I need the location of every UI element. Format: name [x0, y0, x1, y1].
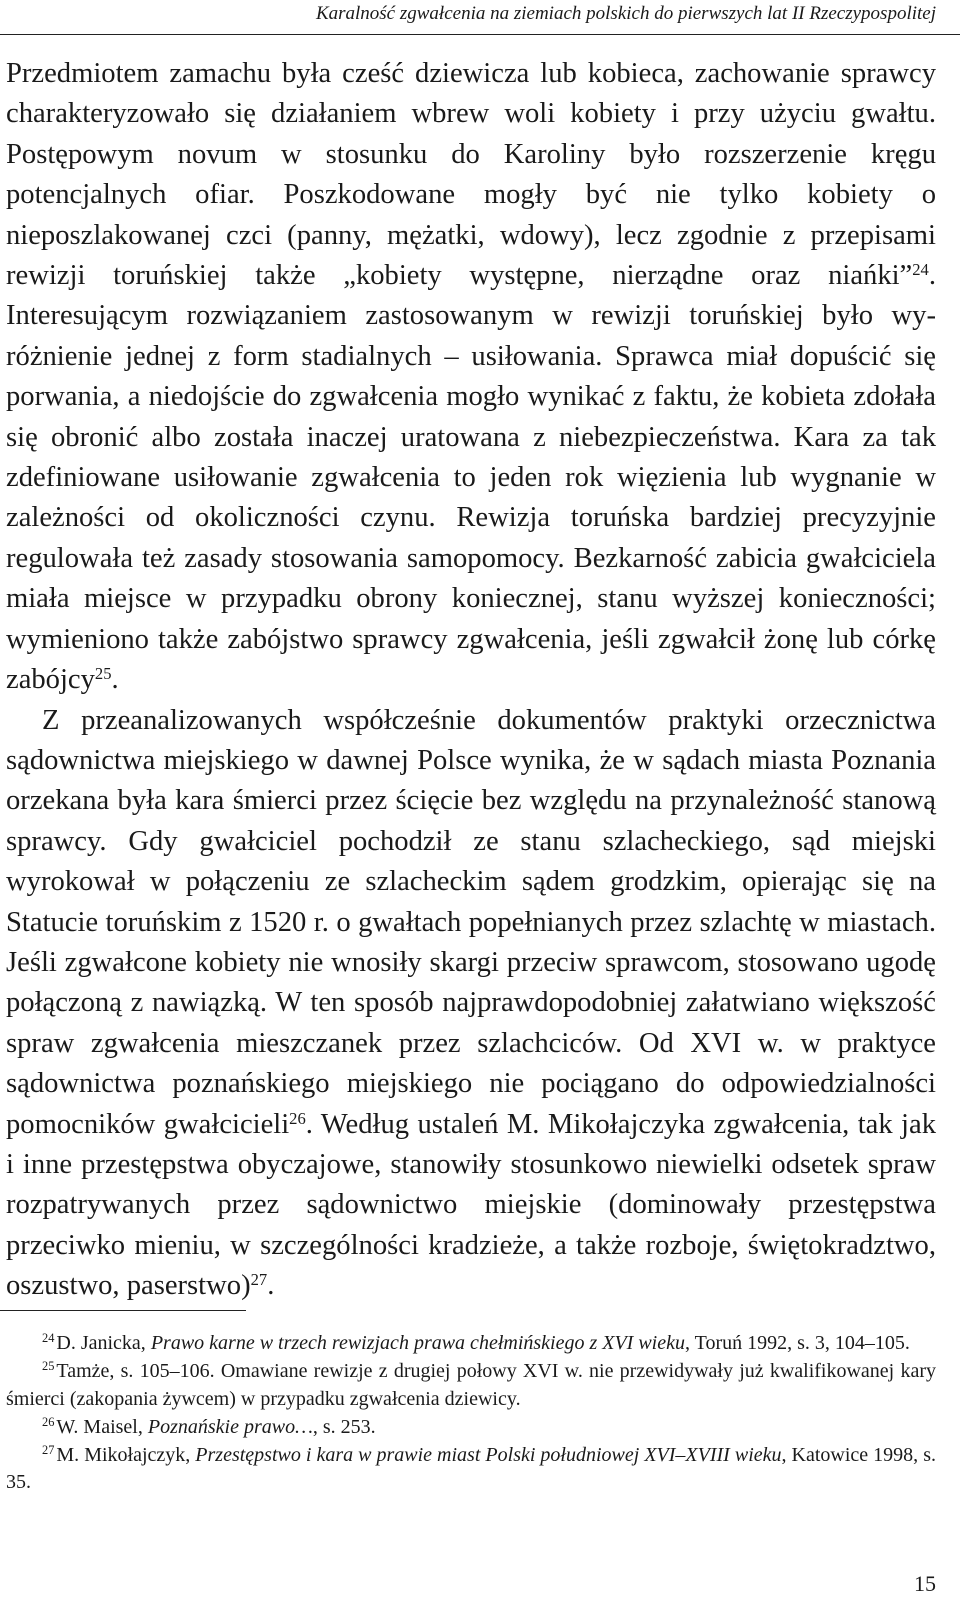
footnotes: [6, 1330, 936, 1497]
footnote-title: Przestępstwo i kara w prawie miast Polski południowej XVI–XVIII wieku: [195, 1443, 782, 1466]
footnote-title: Prawo karne w trzech rewizjach prawa chełmińskiego z XVI wieku: [150, 1332, 685, 1354]
paragraph-2: [6, 701, 936, 1307]
paragraph-2-text-b: . Według ustaleń M. Mikołajczyka zgwałcenia, tak jak i inne przestępstwa obyczajowe, stanowiły stosunkowo niewielki odsetek spraw rozpatrywanych przez sądownictwo miejskie (dominowały przestępstwa przeciwko mieniu, w szczególności kradzieże, a także rozboje, świętokradztwo, oszustwo, paserstwo): [6, 1108, 936, 1302]
running-header: Karalność zgwałcenia na ziemiach polskich do pierwszych lat II Rzeczypospolitej: [315, 3, 936, 24]
paragraph-1-text-a: Przedmiotem zamachu była cześć dziewicza lub kobieca, zachowanie sprawcy charakteryzowało się działaniem wbrew woli kobiety i przy użyciu gwałtu. Postępowym novum w stosunku do Karoliny było rozszerzenie kręgu potencjalnych ofiar. Poszkodowane mogły być nie tylko kobiety o nieposzlakowanej czci (panny, mężatki, wdowy), lecz zgodnie z przepisami rewizji toruńskiej także „kobiety występne, nierządne oraz niańki”: [6, 58, 936, 292]
footnote-text: , Katowice 1998, s. 35.: [6, 1443, 936, 1493]
paragraph-2-text-c: .: [267, 1270, 275, 1302]
body-text: [6, 54, 936, 1307]
footnote-number: 25: [42, 1359, 55, 1374]
footnote-number: 27: [42, 1442, 55, 1457]
paragraph-1-text-c: .: [111, 664, 119, 696]
footnote-rule: [0, 1310, 246, 1311]
footnote-text: , Toruń 1992, s. 3, 104–105.: [685, 1332, 910, 1354]
footnote-ref-26[interactable]: 26: [289, 1108, 306, 1128]
paragraph-1-text-b: . Interesującym rozwiązaniem zastosowanym w rewizji toruńskiej było wyróżnienie jednej z form stadialnych – usiłowania. Sprawca miał dopuścić się porwania, a niedojście do zgwałcenia mogło wynikać z faktu, że kobieta zdołała się obronić albo została inaczej uratowana z niebezpieczeństwa. Kara za tak zdefiniowane usiłowanie zgwałcenia to jeden rok więzienia lub wygnanie w zależności od okoliczności czynu. Rewizja toruńska bardziej precyzyjnie regulowała też zasady stosowania samopomocy. Bezkarność zabicia gwałciciela miała miejsce w przypadku obrony koniecznej, stanu wyższej konieczności; wymieniono także zabójstwo sprawcy zgwałcenia, jeśli zgwałcił żonę lub córkę zabójcy: [6, 260, 936, 696]
footnote-text: M. Mikołajczyk,: [56, 1443, 196, 1466]
paragraph-1: [6, 54, 936, 701]
footnote-number: 24: [42, 1331, 55, 1346]
footnote-24: [6, 1330, 936, 1358]
footnote-title: Poznańskie prawo…: [147, 1415, 313, 1438]
footnote-text: , s. 253.: [312, 1415, 376, 1438]
paragraph-2-text-a: Z przeanalizowanych współcześnie dokumentów praktyki orzecznictwa sądownictwa miejskiego w dawnej Polsce wynika, że w sądach miasta Poznania orzekana była kara śmierci przez ścięcie bez względu na przynależność stanową sprawcy. Gdy gwałciciel pochodził ze stanu szlacheckiego, sąd miejski wyrokował w połączeniu ze szlacheckim sądem grodzkim, opierając się na Statucie toruńskim z 1520 r. o gwałtach popełnianych przez szlachtę w miastach. Jeśli zgwałcone kobiety nie wnosiły skargi przeciw sprawcom, stosowano ugodę połączoną z nawiązką. W ten sposób najprawdopodobniej załatwiano większość spraw zgwałcenia mieszczanek przez szlachciców. Od XVI w. w praktyce sądownictwa poznańskiego miejskiego nie pociągano do odpowiedzialności pomocników gwałcicieli: [6, 704, 936, 1140]
footnote-number: 26: [42, 1414, 55, 1429]
footnote-26: [6, 1414, 936, 1442]
footnote-text: Tamże, s. 105–106. Omawiane rewizje z drugiej połowy XVI w. nie przewidywały już kwalifikowanej kary śmierci (zakopania żywcem) w przypadku zgwałcenia dziewicy.: [6, 1360, 936, 1410]
footnote-27: [6, 1442, 936, 1497]
footnote-text: W. Maisel,: [56, 1415, 148, 1438]
footnote-text: D. Janicka,: [56, 1332, 151, 1354]
footnote-ref-24[interactable]: 24: [912, 259, 929, 279]
header-rule: [0, 34, 960, 35]
footnote-ref-25[interactable]: 25: [94, 663, 112, 683]
page-number: 15: [914, 1571, 936, 1596]
footnote-ref-27[interactable]: 27: [250, 1270, 268, 1290]
footnote-25: [6, 1358, 936, 1413]
